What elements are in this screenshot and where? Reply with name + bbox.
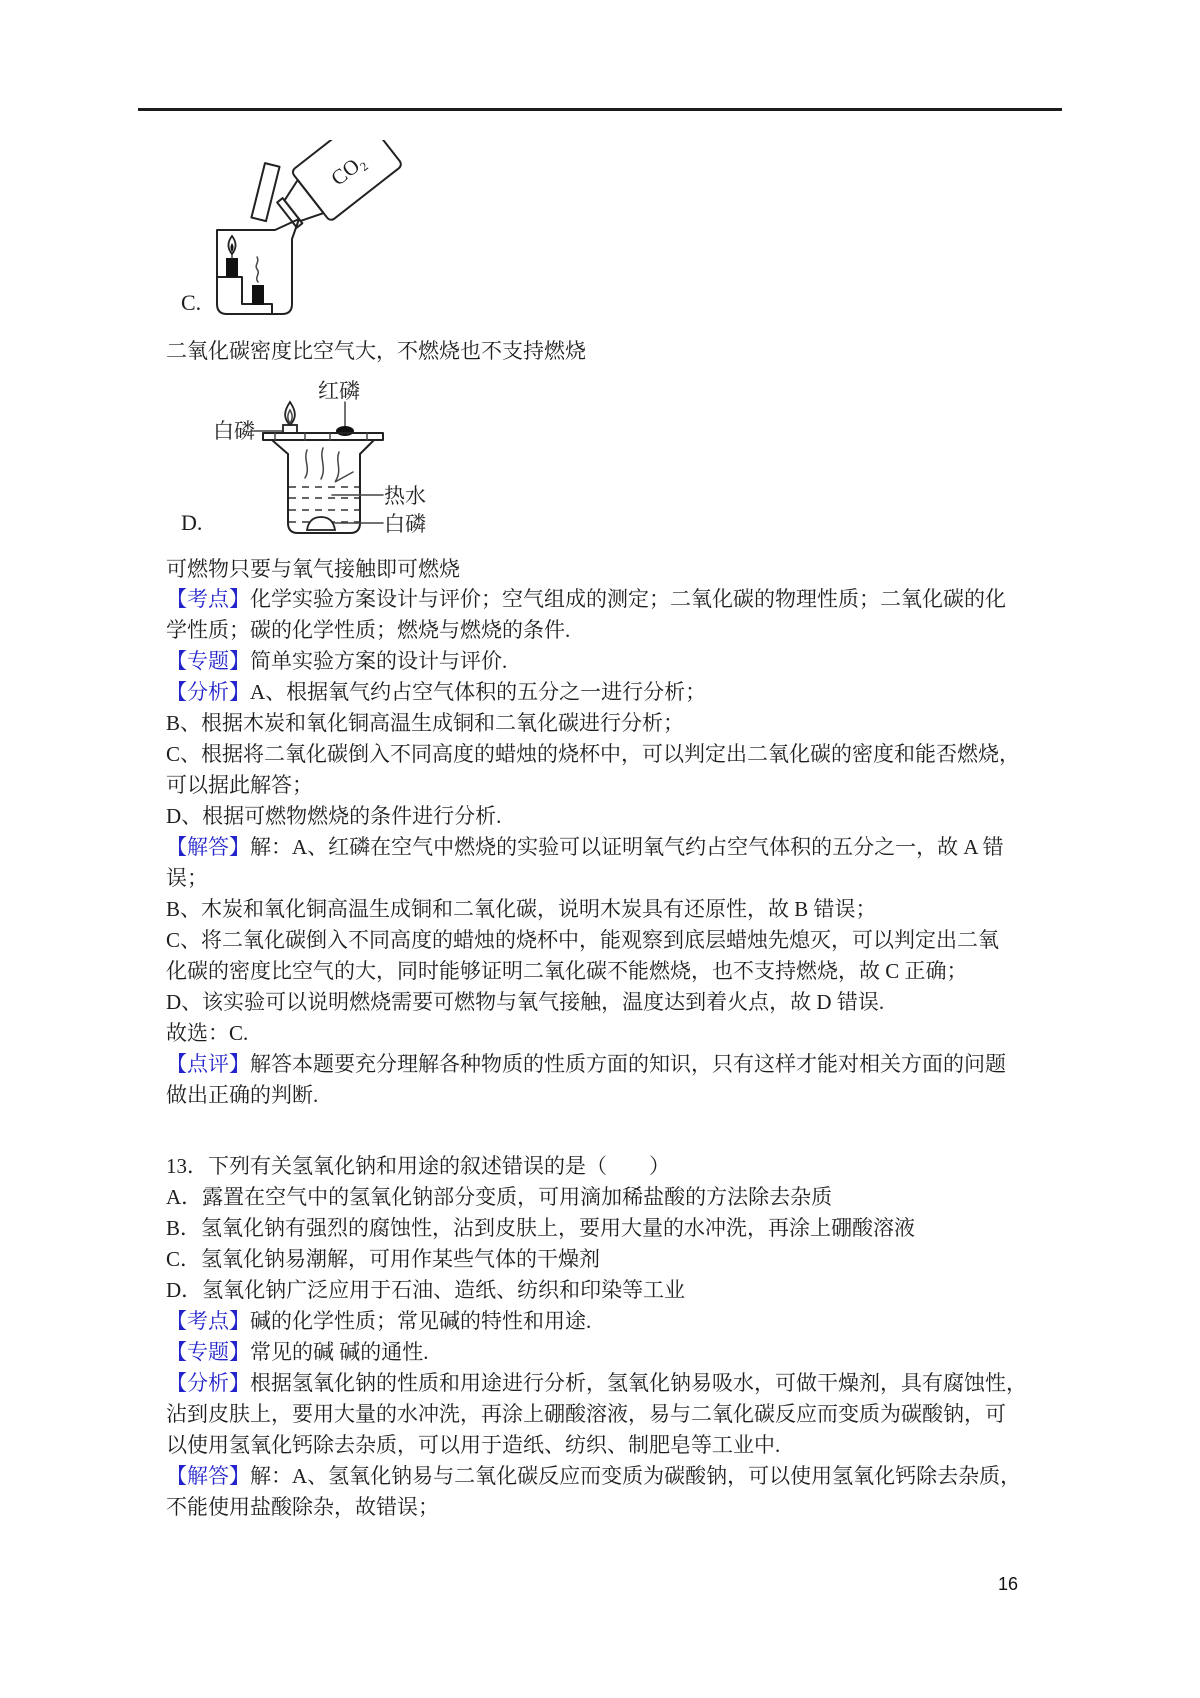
section-tag: 【解答】: [166, 835, 250, 859]
text-line: [166, 832, 1086, 863]
line-text: D、该实验可以说明燃烧需要可燃物与氧气接触，温度达到着火点，故 D 错误.: [166, 990, 885, 1014]
line-text: B、根据木炭和氧化铜高温生成铜和二氧化碳进行分析；: [166, 711, 685, 735]
white-phosphorus-left-label: 白磷: [213, 419, 255, 443]
text-line: [166, 1080, 1086, 1111]
line-text: 以使用氢氧化钙除去杂质，可以用于造纸、纺织、制肥皂等工业中.: [166, 1433, 781, 1457]
cover-plate-icon: [263, 433, 383, 440]
line-text: 简单实验方案的设计与评价.: [250, 649, 508, 673]
fumes-icon: [305, 450, 307, 478]
section-tag: 【解答】: [166, 1464, 250, 1488]
text-line: [166, 1306, 1086, 1337]
answer-block-q12: [166, 584, 1086, 1111]
line-text: 学性质；碳的化学性质；燃烧与燃烧的条件.: [166, 618, 571, 642]
line-text: 化学实验方案设计与评价；空气组成的测定；二氧化碳的物理性质；二氧化碳的化: [250, 587, 1006, 611]
figure-c-caption: 二氧化碳密度比空气大，不燃烧也不支持燃烧: [166, 339, 586, 363]
section-tag: 【分析】: [166, 1371, 250, 1395]
text-line: [166, 1244, 1086, 1275]
glass-plate-icon: [251, 163, 279, 221]
co2-pour-experiment-figure: [195, 140, 405, 315]
header-rule: [138, 108, 1062, 111]
line-text: C．氢氧化钠易潮解，可用作某些气体的干燥剂: [166, 1247, 601, 1271]
line-text: 常见的碱 碱的通性.: [250, 1340, 429, 1364]
tall-candle-icon: [226, 258, 238, 277]
option-c-label: C.: [181, 290, 202, 315]
text-line: [166, 1275, 1086, 1306]
line-text: 可以据此解答；: [166, 773, 313, 797]
question-13-block: [166, 1151, 1086, 1523]
bottle-gas-label: CO₂: [326, 149, 370, 191]
text-line: [166, 615, 1086, 646]
white-phosphorus-bottom-label: 白磷: [384, 512, 426, 536]
line-text: B、木炭和氧化铜高温生成铜和二氧化碳，说明木炭具有还原性，故 B 错误；: [166, 897, 877, 921]
section-tag: 【专题】: [166, 1340, 250, 1364]
line-text: B．氢氧化钠有强烈的腐蚀性，沾到皮肤上，要用大量的水冲洗，再涂上硼酸溶液: [166, 1216, 916, 1240]
section-tag: 【考点】: [166, 587, 250, 611]
text-line: [166, 801, 1086, 832]
text-line: [166, 739, 1086, 770]
page-number: 16: [998, 1574, 1019, 1594]
text-line: [166, 1018, 1086, 1049]
text-line: [166, 770, 1086, 801]
line-text: 解答本题要充分理解各种物质的性质方面的知识，只有这样才能对相关方面的问题: [250, 1052, 1006, 1076]
text-line: [166, 1182, 1086, 1213]
line-text: 沾到皮肤上，要用大量的水冲洗，再涂上硼酸溶液，易与二氧化碳反应而变质为碳酸钠，可: [166, 1402, 1006, 1426]
line-text: 解：A、氢氧化钠易与二氧化碳反应而变质为碳酸钠，可以使用氢氧化钙除去杂质，: [250, 1464, 1022, 1488]
line-text: 化碳的密度比空气的大，同时能够证明二氧化碳不能燃烧，也不支持燃烧，故 C 正确；: [166, 959, 968, 983]
text-line: [166, 1492, 1086, 1523]
short-candle-icon: [252, 285, 264, 305]
line-text: A．露置在空气中的氢氧化钠部分变质，可用滴加稀盐酸的方法除去杂质: [166, 1185, 833, 1209]
line-text: 误；: [166, 866, 208, 890]
text-line: [166, 863, 1086, 894]
beaker-rim-icon: [272, 440, 288, 454]
text-line: [166, 1049, 1086, 1080]
text-line: [166, 956, 1086, 987]
text-line: [166, 1368, 1086, 1399]
white-phosphorus-mound-icon: [307, 517, 335, 530]
red-phosphorus-label: 红磷: [318, 379, 360, 403]
line-text: 解：A、红磷在空气中燃烧的实验可以证明氧气约占空气体积的五分之一，故 A 错: [250, 835, 1004, 859]
text-line: [166, 925, 1086, 956]
line-text: 故选：C.: [166, 1021, 249, 1045]
line-text: 13．下列有关氢氧化钠和用途的叙述错误的是（ ）: [166, 1154, 670, 1178]
text-line: [166, 708, 1086, 739]
line-text: 碱的化学性质；常见碱的特性和用途.: [250, 1309, 592, 1333]
section-tag: 【专题】: [166, 649, 250, 673]
hot-water-label: 热水: [384, 484, 426, 508]
section-tag: 【考点】: [166, 1309, 250, 1333]
text-line: [166, 1213, 1086, 1244]
line-text: 做出正确的判断.: [166, 1083, 319, 1107]
line-text: A、根据氧气约占空气体积的五分之一进行分析；: [250, 680, 707, 704]
line-text: D、根据可燃物燃烧的条件进行分析.: [166, 804, 502, 828]
line-text: 根据氢氧化钠的性质和用途进行分析，氢氧化钠易吸水，可做干燥剂，具有腐蚀性，: [250, 1371, 1027, 1395]
line-text: C、将二氧化碳倒入不同高度的蜡烛的烧杯中，能观察到底层蜡烛先熄灭，可以判定出二氧: [166, 928, 1000, 952]
text-line: [166, 1151, 1086, 1182]
text-line: [166, 1461, 1086, 1492]
text-line: [166, 894, 1086, 925]
line-text: 不能使用盐酸除杂，故错误；: [166, 1495, 439, 1519]
text-line: [166, 987, 1086, 1018]
smoke-icon: [256, 257, 258, 282]
text-line: [166, 677, 1086, 708]
section-tag: 【点评】: [166, 1052, 250, 1076]
figure-d-caption: 可燃物只要与氧气接触即可燃烧: [166, 557, 460, 581]
text-line: [166, 646, 1086, 677]
flame-icon: [285, 402, 295, 425]
line-text: D．氢氧化钠广泛应用于石油、造纸、纺织和印染等工业: [166, 1278, 686, 1302]
text-line: [166, 1399, 1086, 1430]
text-line: [166, 1430, 1086, 1461]
text-line: [166, 584, 1086, 615]
option-d-label: D.: [181, 510, 203, 535]
text-line: [166, 1337, 1086, 1368]
red-phosphorus-pile-icon: [336, 426, 354, 436]
section-tag: 【分析】: [166, 680, 250, 704]
line-text: C、根据将二氧化碳倒入不同高度的蜡烛的烧杯中，可以判定出二氧化碳的密度和能否燃烧，: [166, 742, 1021, 766]
